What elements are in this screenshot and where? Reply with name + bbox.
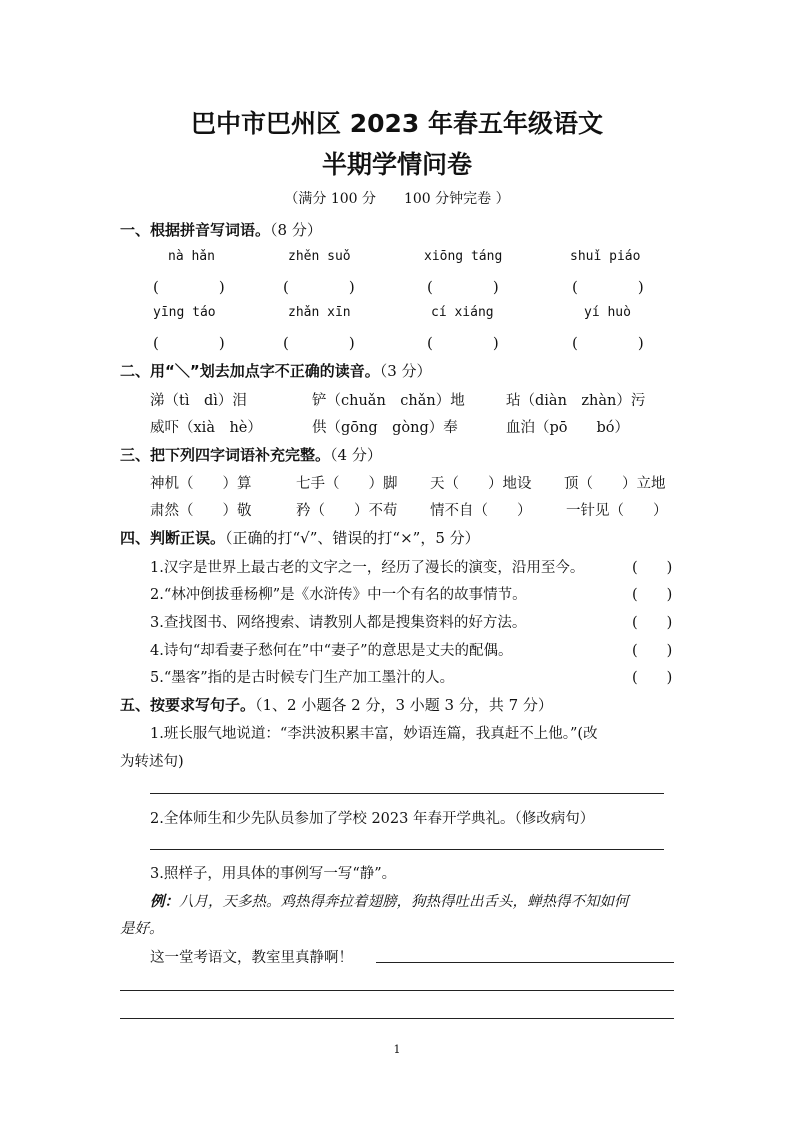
reading-item: 玷（diàn zhàn）污 xyxy=(506,393,646,409)
answer-line[interactable] xyxy=(150,849,664,850)
answer-blank[interactable]: ( ) xyxy=(572,278,644,296)
reading-item: 涕（tì dì）泪 xyxy=(150,393,247,409)
example-sentence: 例：八月，天多热。鸡热得奔拉着翅膀，狗热得吐出舌头，蝉热得不知如何 xyxy=(150,893,629,910)
answer-blank[interactable]: ( ) xyxy=(283,278,355,296)
idiom-item: 七手（ ）脚 xyxy=(296,476,398,492)
reading-item: 血泊（pō bó） xyxy=(506,420,630,436)
section2-heading: 二、用“＼”划去加点字不正确的读音。（3 分） xyxy=(120,362,432,380)
question-3-text: 3.照样子，用具体的事例写一写“静”。 xyxy=(150,866,397,882)
idiom-item: 顶（ ）立地 xyxy=(564,476,666,492)
idiom-item: 情不自（ ） xyxy=(430,503,532,519)
idiom-item: 神机（ ）算 xyxy=(150,476,252,492)
pinyin-item: zhǎn xīn xyxy=(288,305,351,320)
question-1-text-cont: 为转述句) xyxy=(120,754,184,770)
page-number: 1 xyxy=(393,1043,401,1056)
answer-line[interactable] xyxy=(120,990,674,991)
answer-line[interactable] xyxy=(376,962,674,963)
idiom-item: 矜（ ）不苟 xyxy=(296,503,398,519)
idiom-item: 肃然（ ）敬 xyxy=(150,503,252,519)
pinyin-item: yīng táo xyxy=(153,305,216,320)
reading-item: 威吓（xià hè） xyxy=(150,420,262,436)
judgement-answer[interactable]: ( ) xyxy=(632,643,673,659)
pinyin-item: yí huò xyxy=(584,305,631,320)
reading-item: 供（gōng gòng）奉 xyxy=(312,420,458,436)
judgement-item: 2.“林冲倒拔垂杨柳”是《水浒传》中一个有名的故事情节。 xyxy=(150,587,527,603)
question-1-text: 1.班长服气地说道：“李洪波积累丰富，妙语连篇，我真赶不上他。”(改 xyxy=(150,726,598,742)
judgement-answer[interactable]: ( ) xyxy=(632,587,673,603)
answer-blank[interactable]: ( ) xyxy=(427,334,499,352)
judgement-item: 4.诗句“却看妻子愁何在”中“妻子”的意思是丈夫的配偶。 xyxy=(150,643,513,659)
writing-prompt: 这一堂考语文，教室里真静啊！ xyxy=(150,950,353,966)
section4-heading: 四、判断正误。（正确的打“√”、错误的打“×”，5 分） xyxy=(120,529,480,547)
page-title-line1: 巴中市巴州区 2023 年春五年级语文 xyxy=(191,109,603,138)
section1-heading: 一、根据拼音写词语。（8 分） xyxy=(120,221,322,239)
judgement-answer[interactable]: ( ) xyxy=(632,670,673,686)
section3-heading: 三、把下列四字词语补充完整。（4 分） xyxy=(120,446,382,464)
judgement-answer[interactable]: ( ) xyxy=(632,560,673,576)
idiom-item: 天（ ）地设 xyxy=(430,476,532,492)
exam-subtitle: （满分 100 分 100 分钟完卷 ） xyxy=(284,191,510,207)
answer-line[interactable] xyxy=(150,793,664,794)
answer-blank[interactable]: ( ) xyxy=(283,334,355,352)
question-2-text: 2.全体师生和少先队员参加了学校 2023 年春开学典礼。（修改病句） xyxy=(150,811,595,827)
judgement-item: 1.汉字是世界上最古老的文字之一，经历了漫长的演变，沿用至今。 xyxy=(150,560,585,576)
answer-blank[interactable]: ( ) xyxy=(427,278,499,296)
answer-blank[interactable]: ( ) xyxy=(153,278,225,296)
answer-blank[interactable]: ( ) xyxy=(572,334,644,352)
judgement-item: 3.查找图书、网络搜索、请教别人都是搜集资料的好方法。 xyxy=(150,615,527,631)
pinyin-item: zhěn suǒ xyxy=(288,249,351,264)
section5-heading: 五、按要求写句子。（1、2 小题各 2 分，3 小题 3 分，共 7 分） xyxy=(120,696,553,714)
pinyin-item: cí xiáng xyxy=(431,305,494,320)
reading-item: 铲（chuǎn chǎn）地 xyxy=(312,393,465,409)
example-sentence-cont: 是好。 xyxy=(120,921,164,937)
judgement-item: 5.“墨客”指的是古时候专门生产加工墨汁的人。 xyxy=(150,670,455,686)
page-title-line2: 半期学情问卷 xyxy=(321,150,472,179)
judgement-answer[interactable]: ( ) xyxy=(632,615,673,631)
answer-line[interactable] xyxy=(120,1018,674,1019)
pinyin-item: shuǐ piáo xyxy=(570,249,641,264)
pinyin-item: xiōng táng xyxy=(424,249,503,264)
pinyin-item: nà hǎn xyxy=(168,249,215,264)
idiom-item: 一针见（ ） xyxy=(566,503,668,519)
answer-blank[interactable]: ( ) xyxy=(153,334,225,352)
